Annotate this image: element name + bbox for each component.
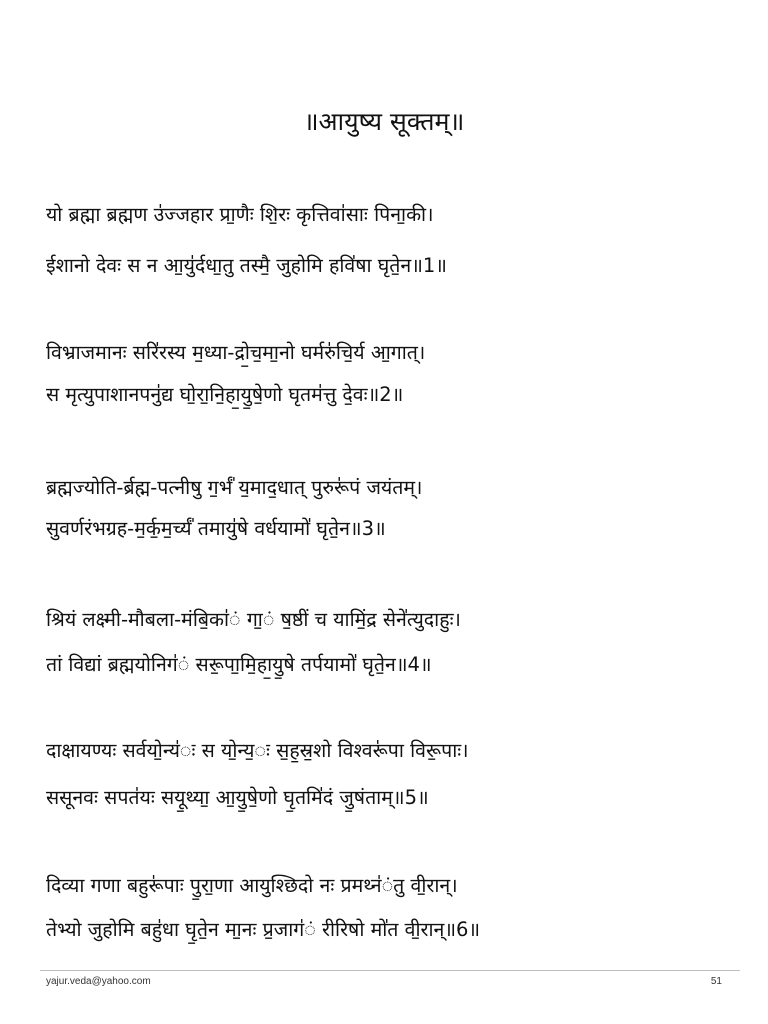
page-title: ॥आयुष्य सूक्तम्॥	[303, 107, 465, 136]
verse-6-line-1: दिव्या गणा बहुरू॑पाः पु॒रा॒णा आयुश्छिदो नः प्रमथ्न॑ंतु वी॒रान्।	[46, 874, 458, 897]
verse-6-line-2: तेभ्यो जुहोमि बहु॑धा घृ॒ते॒न मा॒नः प्र॒जाग॑ं रीरिषो मो॑त वी॒रान्॥6॥	[46, 918, 481, 941]
verse-5-line-2: ससूनवः सपत॑यः सयू॒थ्या॒ आ॒यु॒षे॒णो घृ॒तमि॑दं जु॒षंताम्॥5॥	[46, 786, 429, 809]
verse-4-line-1: श्रियं लक्ष्मी-मौबला-मंबि॒का॑ं गा॒ं ष॒ष्ठीं च यामिं॒द्र सेने॑त्युदाहुः।	[46, 608, 461, 631]
footer-divider	[40, 970, 740, 971]
verse-2-line-1: विभ्राजमानः सरि॑रस्य म॒ध्या-द्रो॒च॒मा॒नो घर्मरु॑चि॒र्य आ॒गात्।	[46, 341, 426, 364]
verse-4-line-2: तां विद्यां ब्रह्मयोनिग॑ं सरू॒पा॒मि॒हा॒यु॒षे तर्पयामो॑ घृते॒न॥4॥	[46, 653, 432, 676]
verse-1-line-2: ईशानो देवः स न आ॒यु॑र्दधा॒तु तस्मै॒ जुहोमि हवि॑षा घृते॒न॥1॥	[46, 254, 447, 277]
verse-1-line-1: यो ब्रह्मा ब्रह्मण उ॑ज्जहार प्रा॒णैः शि॒रः कृत्तिवा॑साः पिना॒की।	[46, 203, 434, 226]
verse-3-line-2: सुवर्णरंभग्रह-म॒र्क॒म॒र्च्यं॑ तमायु॑षे वर्धयामो॑ घृते॒न॥3॥	[46, 517, 386, 540]
footer-email: yajur.veda@yahoo.com	[46, 976, 151, 987]
verse-2-line-2: स मृत्युपाशानपनु॑द्य घो॒रा॒नि॒हा॒यु॒षे॒णो घृतम॑त्तु दे॒वः॥2॥	[46, 383, 404, 406]
verse-5-line-1: दाक्षायण्यः सर्वयो॒न्य॑ः स यो॒न्य॒ः स॒ह॒स्र॒शो विश्वरू॑पा विरू॒पाः।	[46, 739, 469, 762]
page-number: 51	[710, 976, 722, 987]
verse-3-line-1: ब्रह्मज्योति-र्ब्रह्म-पत्नीषु ग॒र्भं॑ य॒माद॒धात् पुरुरू॑पं जयंतम्।	[46, 476, 423, 499]
